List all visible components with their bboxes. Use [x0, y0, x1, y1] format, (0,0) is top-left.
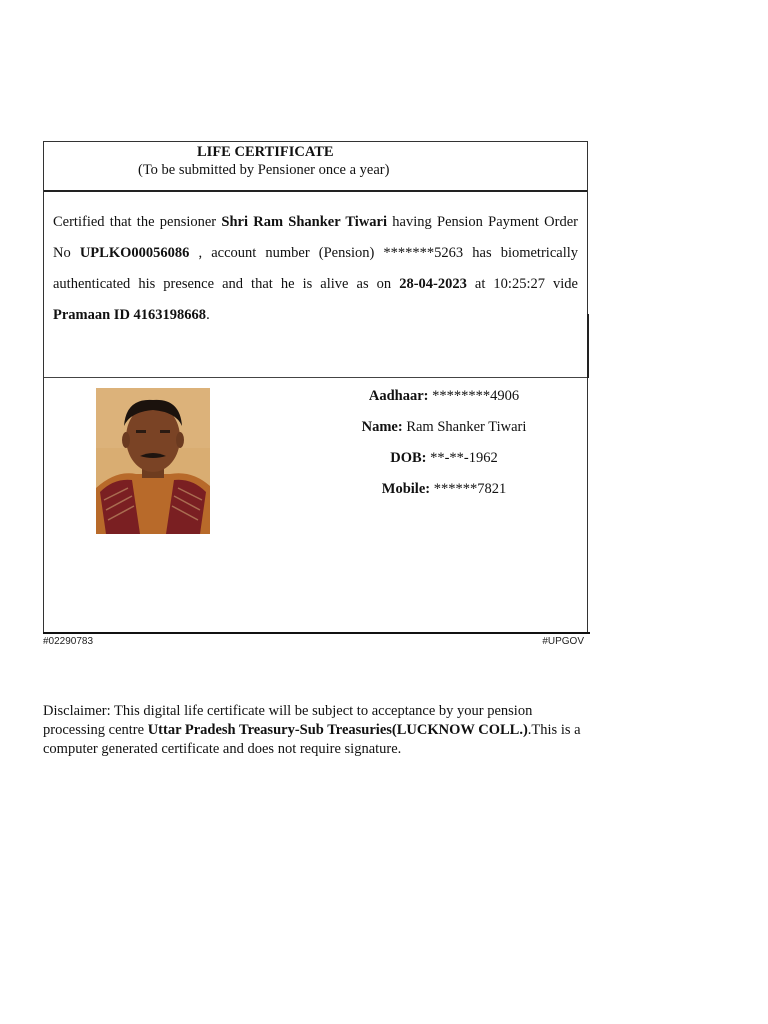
- border-segment: [587, 314, 589, 378]
- mobile-label: Mobile:: [381, 481, 431, 497]
- statement-text: Certified that the pensioner: [53, 214, 222, 230]
- pramaan-id: Pramaan ID 4163198668: [53, 307, 207, 323]
- section-divider: [44, 377, 587, 378]
- life-certificate-box: [43, 141, 588, 633]
- certificate-header: [44, 142, 587, 192]
- ppo-number: UPLKO00056086: [79, 245, 190, 261]
- pensioner-photo-image: [96, 388, 210, 534]
- dob-row: [344, 448, 544, 479]
- certification-statement: [53, 207, 578, 331]
- name-label: Name:: [361, 419, 403, 435]
- disclaimer-text: Disclaimer: This digital life certificate will be subject to acceptance by your pension processing centre: [43, 703, 533, 738]
- name-row: [344, 417, 544, 448]
- aadhaar-value: ********4906: [428, 388, 520, 404]
- authentication-date: 28-04-2023: [399, 276, 467, 292]
- aadhaar-label: Aadhaar:: [368, 388, 429, 404]
- dob-label: DOB:: [390, 450, 427, 466]
- mobile-row: [344, 479, 544, 510]
- disclaimer-text: .This is a computer generated certificate and does not require signature.: [43, 722, 581, 757]
- certificate-code: #02290783: [43, 636, 94, 647]
- processing-centre: Uttar Pradesh Treasury-Sub Treasuries(LUCKNOW COLL.): [147, 722, 528, 738]
- pensioner-name: Shri Ram Shanker Tiwari: [221, 214, 388, 230]
- certificate-subtitle: (To be submitted by Pensioner once a year): [138, 162, 390, 178]
- aadhaar-row: [344, 386, 544, 417]
- certificate-title: LIFE CERTIFICATE: [197, 144, 334, 160]
- statement-text: at 10:25:27 vide: [466, 276, 578, 292]
- dob-value: **-**-1962: [426, 450, 498, 466]
- statement-text: having Pension Payment Order No: [53, 214, 578, 261]
- disclaimer: [43, 702, 591, 759]
- name-value: Ram Shanker Tiwari: [402, 419, 527, 435]
- issuer-code: #UPGOV: [542, 636, 584, 647]
- statement-text: , account number (Pension) *******5263 has biometrically authenticated his presence and that he is alive as on: [53, 245, 579, 292]
- pensioner-details: [344, 386, 544, 510]
- mobile-value: ******7821: [430, 481, 507, 497]
- statement-text: .: [206, 307, 210, 323]
- pensioner-photo: [96, 388, 210, 534]
- certificate-bottom-rule: [43, 632, 590, 634]
